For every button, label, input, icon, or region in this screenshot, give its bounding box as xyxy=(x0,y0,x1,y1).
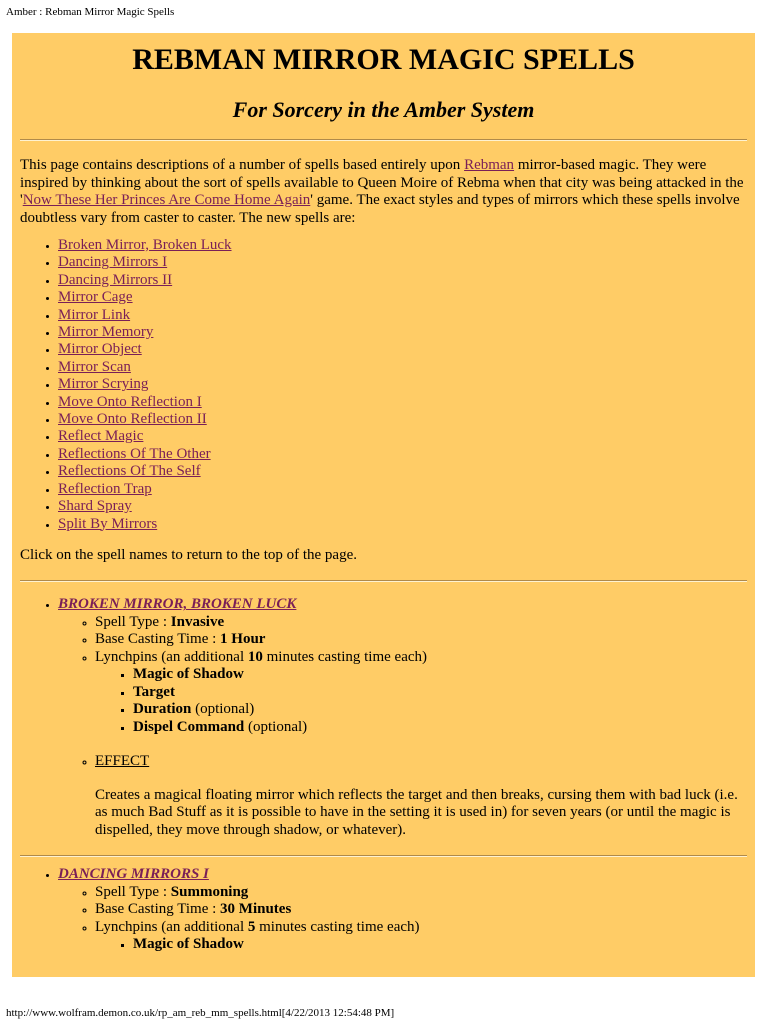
lynchpin-note: (optional) xyxy=(191,701,255,718)
spell-index-link[interactable]: Reflect Magic xyxy=(58,428,144,445)
spell-index-link[interactable]: Broken Mirror, Broken Luck xyxy=(58,237,232,253)
princes-game-link[interactable]: Now These Her Princes Are Come Home Again xyxy=(22,192,311,208)
list-item xyxy=(58,516,747,533)
spell-index-link[interactable]: Split By Mirrors xyxy=(58,515,158,532)
spell-index-link[interactable]: Shard Spray xyxy=(58,498,132,515)
list-item xyxy=(58,376,747,393)
lynchpins-minutes: 10 xyxy=(247,648,263,665)
lynchpins-label: Lynchpins (an additional xyxy=(95,648,248,665)
divider xyxy=(20,855,747,857)
lynchpin-item xyxy=(133,936,747,954)
lynchpin-name: Magic of Shadow xyxy=(133,936,244,953)
spell-index-link[interactable]: Reflections Of The Self xyxy=(58,463,201,480)
spell-title-link[interactable]: BROKEN MIRROR, BROKEN LUCK xyxy=(58,596,297,613)
lynchpins xyxy=(95,649,747,737)
lynchpins xyxy=(95,919,747,954)
lynchpin-item xyxy=(133,684,747,702)
list-item xyxy=(58,463,747,480)
spell-type-label: Spell Type : xyxy=(95,613,171,630)
spell-index-link[interactable]: Reflections Of The Other xyxy=(58,445,211,462)
spell-index-link[interactable]: Reflection Trap xyxy=(58,480,152,497)
lynchpins-label: minutes casting time each) xyxy=(255,918,420,935)
lynchpin-list xyxy=(95,666,747,736)
click-note: Click on the spell names to return to the top of the page. xyxy=(20,546,358,563)
divider xyxy=(20,139,747,141)
list-item xyxy=(58,237,747,254)
casting-time-value: 30 Minutes xyxy=(220,901,292,918)
page-title: REBMAN MIRROR MAGIC SPELLS xyxy=(132,43,635,76)
spell-index-link[interactable]: Move Onto Reflection I xyxy=(58,393,202,410)
lynchpin-name: Dispel Command xyxy=(133,718,245,735)
rebman-link[interactable]: Rebman xyxy=(464,157,515,173)
lynchpin-note: (optional) xyxy=(244,718,308,735)
list-item xyxy=(58,341,747,358)
casting-time xyxy=(95,631,747,649)
list-item xyxy=(58,446,747,463)
lynchpin-name: Duration xyxy=(133,701,192,718)
spell-title-link[interactable]: DANCING MIRRORS I xyxy=(58,866,209,883)
page-content xyxy=(12,33,755,977)
intro-text: ' game. The exact styles and types of mirrors which these spells involve doubtless vary from caster to caster. The new spells are: xyxy=(20,192,740,226)
spell-properties xyxy=(58,614,747,840)
list-item xyxy=(58,289,747,306)
spell-index-link[interactable]: Mirror Link xyxy=(58,306,131,323)
spell-type xyxy=(95,884,747,902)
spell-index-link[interactable]: Mirror Scrying xyxy=(58,376,149,393)
spell-index-link[interactable]: Dancing Mirrors II xyxy=(58,271,173,288)
spell-entry xyxy=(58,596,747,857)
list-item xyxy=(58,481,747,498)
intro-paragraph xyxy=(20,157,747,227)
casting-time xyxy=(95,901,747,919)
divider xyxy=(20,580,747,582)
lynchpins-minutes: 5 xyxy=(247,918,256,935)
lynchpin-list xyxy=(95,936,747,954)
lynchpin-item xyxy=(133,701,747,719)
list-item xyxy=(58,272,747,289)
list-item xyxy=(58,324,747,341)
list-item xyxy=(58,498,747,515)
effect-label: EFFECT xyxy=(95,753,150,770)
lynchpins-label: Lynchpins (an additional xyxy=(95,918,248,935)
spell-type-label: Spell Type : xyxy=(95,883,171,900)
spell-index-link[interactable]: Mirror Memory xyxy=(58,324,154,341)
spell-index-link[interactable]: Mirror Scan xyxy=(58,358,131,375)
effect-item xyxy=(95,753,747,839)
casting-time-label: Base Casting Time : xyxy=(95,631,221,648)
lynchpin-name: Magic of Shadow xyxy=(133,666,244,683)
spell-index-link[interactable]: Mirror Object xyxy=(58,341,142,358)
spell-index-list xyxy=(20,237,747,533)
intro-text: mirror-based magic. They were inspired by thinking about the sort of spells available to Queen Moire of Rebma when that city was being attacked in the ' xyxy=(20,157,744,208)
print-footer: http://www.wolfram.demon.co.uk/rp_am_reb_mm_spells.html[4/22/2013 12:54:48 PM] xyxy=(6,1007,395,1019)
intro-text: This page contains descriptions of a number of spells based entirely upon xyxy=(20,157,465,173)
spell-type-value: Summoning xyxy=(170,883,249,900)
effect-description: Creates a magical floating mirror which reflects the target and then breaks, cursing them with bad luck (i.e. as much Bad Stuff as it is possible to have in the setting it is used in) for seven years (or until the magic is dispelled, they move through shadow, or whatever). xyxy=(95,786,738,838)
spell-entry xyxy=(58,866,747,954)
spell-index-link[interactable]: Move Onto Reflection II xyxy=(58,411,207,428)
casting-time-value: 1 Hour xyxy=(220,631,266,648)
spell-type-value: Invasive xyxy=(170,613,225,630)
spell-properties xyxy=(58,884,747,954)
lynchpin-item xyxy=(133,719,747,737)
list-item xyxy=(58,359,747,376)
lynchpins-label: minutes casting time each) xyxy=(262,648,428,665)
list-item xyxy=(58,307,747,324)
spell-index-link[interactable]: Mirror Cage xyxy=(58,289,133,306)
lynchpin-name: Target xyxy=(133,683,175,700)
page-subtitle: For Sorcery in the Amber System xyxy=(232,97,535,122)
spell-list xyxy=(20,596,747,954)
spell-type xyxy=(95,614,747,632)
list-item xyxy=(58,428,747,445)
spell-index-link[interactable]: Dancing Mirrors I xyxy=(58,254,168,271)
list-item xyxy=(58,254,747,271)
lynchpin-item xyxy=(133,666,747,684)
list-item xyxy=(58,394,747,411)
print-header: Amber : Rebman Mirror Magic Spells xyxy=(6,6,175,18)
casting-time-label: Base Casting Time : xyxy=(95,901,221,918)
list-item xyxy=(58,411,747,428)
